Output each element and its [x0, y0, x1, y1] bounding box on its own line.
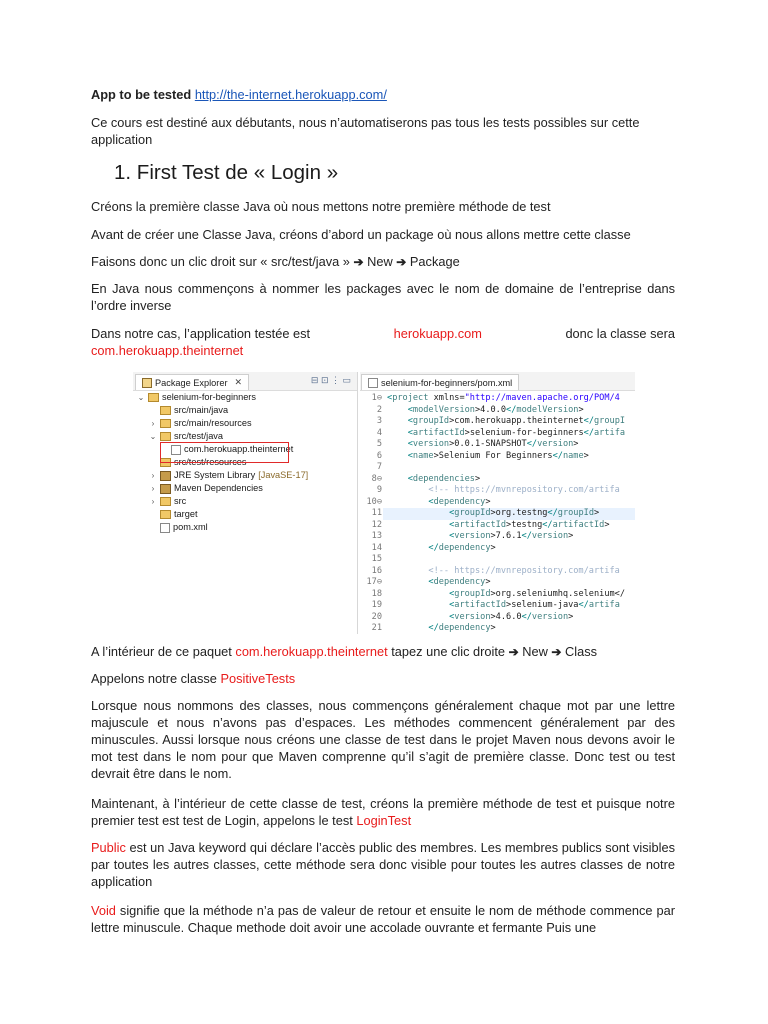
- explorer-tools[interactable]: ⊟ ⊡ ⋮ ▭: [310, 375, 351, 385]
- line-number: 4: [376, 427, 382, 438]
- source-folder-icon: [160, 432, 171, 441]
- tree-item-jre[interactable]: [149, 469, 308, 482]
- paragraph-6: [91, 643, 597, 661]
- line-number: 19: [371, 600, 382, 610]
- line-number: 21: [371, 623, 382, 633]
- folder-icon: [160, 510, 171, 519]
- p10-keyword: Public: [91, 840, 126, 855]
- p7-class-name: PositiveTests: [220, 671, 296, 686]
- code-line[interactable]: <groupId>com.herokuapp.theinternet</groupI: [407, 416, 626, 426]
- library-icon: [160, 484, 171, 494]
- source-folder-icon: [160, 419, 171, 428]
- arrow-icon: ➔: [396, 255, 407, 269]
- line-number: 11: [371, 508, 382, 518]
- arrow-icon: ➔: [551, 645, 562, 659]
- library-icon: [160, 471, 171, 481]
- source-folder-icon: [160, 406, 171, 415]
- package-explorer: [133, 372, 358, 634]
- p5-package: com.herokuapp.theinternet: [91, 343, 244, 358]
- close-icon[interactable]: ✕: [234, 377, 243, 387]
- tree-label: target: [174, 509, 198, 519]
- explorer-title: Package Explorer: [155, 377, 228, 388]
- line-number: 15: [371, 554, 382, 564]
- line-number: 20: [371, 611, 382, 622]
- line-number: 3: [376, 416, 382, 426]
- p5-text-b: donc la classe sera: [565, 326, 675, 341]
- line-number: 13: [371, 531, 382, 541]
- p3-text: Faisons donc un clic droit sur « src/test/java »: [91, 254, 350, 269]
- paragraph-9: [91, 795, 675, 829]
- code-line[interactable]: <dependency>: [428, 496, 491, 507]
- chevron-right-icon[interactable]: ›: [151, 471, 155, 480]
- chevron-right-icon[interactable]: ›: [151, 497, 155, 506]
- code-line[interactable]: </dependency>: [428, 623, 496, 633]
- line-number: 12: [371, 519, 382, 530]
- tree-item-maven[interactable]: [149, 482, 263, 495]
- tree-label: src: [174, 496, 187, 506]
- code-line[interactable]: <dependency>: [428, 577, 491, 587]
- code-line[interactable]: <!-- https://mvnrepository.com/artifa: [387, 485, 620, 495]
- code-line[interactable]: <modelVersion>4.0.0</modelVersion>: [407, 404, 584, 415]
- app-url-link[interactable]: http://the-internet.herokuapp.com/: [194, 87, 387, 102]
- arrow-icon: ➔: [353, 255, 364, 269]
- tree-label: JRE System Library: [174, 470, 256, 480]
- package-explorer-icon: [142, 378, 152, 388]
- line-number: 9: [376, 485, 382, 495]
- paragraph-4: En Java nous commençons à nommer les packages avec le nom de domaine de l’entreprise dans l’ordre inverse: [91, 281, 675, 313]
- p3-new: New: [367, 254, 393, 269]
- code-line[interactable]: <project xmlns="http://maven.apache.org/POM/4: [387, 393, 620, 403]
- paragraph-5: [91, 325, 675, 359]
- line-number: 14: [371, 542, 382, 553]
- code-line[interactable]: <artifactId>selenium-java</artifa: [449, 600, 620, 610]
- line-number: 7: [376, 462, 382, 472]
- tree-label: src/main/resources: [174, 418, 252, 428]
- tree-item-src-main-java[interactable]: [149, 404, 228, 417]
- eclipse-screenshot: [133, 372, 635, 634]
- p6-class: Class: [565, 644, 598, 659]
- tree-label: Maven Dependencies: [174, 483, 263, 493]
- tree-label: src/main/java: [174, 405, 229, 415]
- code-line[interactable]: <artifactId>selenium-for-beginners</artifa: [407, 427, 626, 438]
- tree-label: src/test/java: [174, 431, 224, 441]
- p6-text-b: tapez une clic droite: [391, 644, 506, 659]
- code-line[interactable]: <groupId>org.testng</groupId>: [383, 508, 635, 520]
- xml-file-icon: [368, 378, 378, 388]
- paragraph-1: Créons la première classe Java où nous mettons notre première méthode de test: [91, 199, 551, 214]
- tree-label: pom.xml: [173, 522, 208, 532]
- code-line[interactable]: <version>4.6.0</version>: [449, 611, 574, 622]
- p9-test-name: LoginTest: [356, 813, 412, 828]
- package-highlight-box: [160, 442, 289, 463]
- p6-package: com.herokuapp.theinternet: [235, 644, 388, 659]
- line-number: 5: [376, 439, 382, 449]
- p10-text: est un Java keyword qui déclare l’accès public des membres. Les membres publics sont visibles par toutes les autres classes, cette méthode sera donc visible pour toutes les autres classes de notre application: [91, 840, 675, 889]
- p6-text-a: A l’intérieur de ce paquet: [91, 644, 232, 659]
- tree-item-project[interactable]: [137, 391, 256, 404]
- paragraph-11: [91, 902, 675, 936]
- editor-tab[interactable]: [361, 374, 519, 390]
- paragraph-7: [91, 670, 295, 687]
- tree-label-suffix: [JavaSE-17]: [258, 470, 309, 480]
- app-line: [91, 86, 387, 103]
- app-label: App to be tested: [91, 87, 192, 102]
- p3-package: Package: [409, 254, 460, 269]
- code-line[interactable]: <dependencies>: [407, 473, 481, 484]
- line-number: 2: [376, 404, 382, 415]
- paragraph-8: Lorsque nous nommons des classes, nous commençons généralement chaque mot par une lettre majuscule et nous n’avons pas d’espaces. Les méthodes commencent généralement par des minuscules. Aussi lorsque nous créons une classe de test dans le projet Maven nous devons avoir le mot test dans le nom pour que Maven comprenne qu’il s’agit de première classe. Donc test ou test devrait être dans le nom.: [91, 698, 675, 781]
- explorer-tabbar: [133, 372, 357, 391]
- project-icon: [148, 393, 159, 402]
- arrow-icon: ➔: [508, 645, 519, 659]
- p11-keyword: Void: [91, 903, 116, 918]
- line-number: 16: [371, 565, 382, 576]
- xml-file-icon: [160, 523, 170, 533]
- code-line[interactable]: <groupId>org.seleniumhq.selenium</: [449, 588, 626, 599]
- code-line[interactable]: <artifactId>testng</artifactId>: [449, 519, 610, 530]
- paragraph-10: [91, 839, 675, 890]
- tree-item-src-main-resources[interactable]: [149, 417, 252, 430]
- paragraph-3: [91, 253, 460, 271]
- code-line[interactable]: <!-- https://mvnrepository.com/artifa: [387, 565, 620, 576]
- line-number: 6: [376, 450, 382, 461]
- editor-tabbar: [360, 372, 635, 391]
- p5-domain: herokuapp.com: [393, 326, 482, 341]
- code-line[interactable]: <version>7.6.1</version>: [449, 531, 574, 541]
- code-line[interactable]: </dependency>: [428, 542, 496, 553]
- section-title: 1. First Test de « Login »: [114, 161, 339, 184]
- line-number: 18: [371, 588, 382, 599]
- code-line[interactable]: <name>Selenium For Beginners</name>: [407, 450, 589, 461]
- code-line[interactable]: <version>0.0.1-SNAPSHOT</version>: [407, 439, 579, 449]
- p6-new: New: [522, 644, 548, 659]
- chevron-right-icon[interactable]: ›: [151, 419, 155, 428]
- p7-text: Appelons notre classe: [91, 671, 217, 686]
- line-number: 8⊖: [371, 473, 382, 484]
- chevron-down-icon[interactable]: ⌄: [149, 432, 157, 441]
- tree-label: src/test/resources: [174, 457, 247, 467]
- explorer-tab[interactable]: [135, 374, 249, 390]
- line-number: 1⊖: [371, 393, 382, 403]
- p9-text: Maintenant, à l’intérieur de cette classe de test, créons la première méthode de test et puisque notre premier test est test de Login, appelons le test: [91, 796, 675, 828]
- tree-item-target[interactable]: [149, 508, 198, 521]
- tree-label: selenium-for-beginners: [162, 392, 256, 402]
- tree-item-src[interactable]: [149, 495, 186, 508]
- tree-item-pom[interactable]: [149, 521, 208, 534]
- chevron-right-icon[interactable]: ›: [151, 484, 155, 493]
- line-number: 10⊖: [366, 496, 382, 507]
- editor-tab-title: selenium-for-beginners/pom.xml: [381, 377, 513, 388]
- p11-text: signifie que la méthode n’a pas de valeur de retour et ensuite le nom de méthode commence par lettre minuscule. Chaque methode doit avoir une accolade ouvrante et fermante Puis une: [91, 903, 675, 935]
- p5-text-a: Dans notre cas, l’application testée est: [91, 326, 311, 341]
- tree-label: com.herokuapp.theinternet: [184, 444, 294, 454]
- intro-paragraph: Ce cours est destiné aux débutants, nous n’automatiserons pas tous les tests possibles sur cette application: [91, 115, 640, 147]
- chevron-down-icon[interactable]: ⌄: [137, 393, 145, 402]
- paragraph-2: Avant de créer une Classe Java, créons d’abord un package où nous allons mettre cette classe: [91, 227, 631, 242]
- pom-editor: [360, 372, 635, 634]
- folder-icon: [160, 497, 171, 506]
- line-number: 17⊖: [366, 577, 382, 587]
